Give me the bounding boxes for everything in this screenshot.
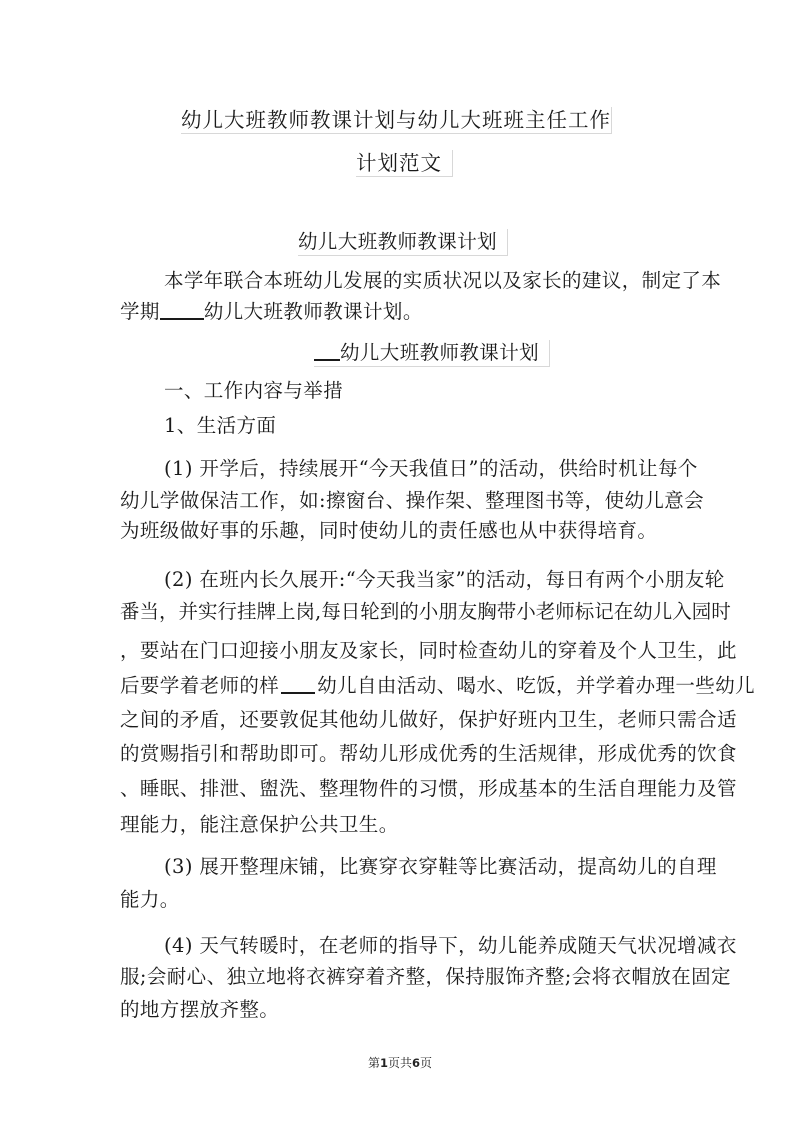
intro-text-b: 幼儿大班教师教课计划。 xyxy=(203,300,423,323)
paragraph-2-line: 、睡眠、排泄、盥洗、整理物件的习惯，形成基本的生活自理能力及管 xyxy=(120,777,737,800)
blank-underline xyxy=(160,318,204,320)
intro-line-2 xyxy=(120,299,423,325)
paragraph-1-line: 为班级做好事的乐趣，同时使幼儿的责任感也从中获得培育。 xyxy=(120,519,658,542)
paragraph-2-line: 番当，并实行挂牌上岗,每日轮到的小朋友胸带小老师标记在幼儿入园时 xyxy=(120,600,731,623)
part-1-1-heading: 1、生活方面 xyxy=(164,414,277,437)
paragraph-2-line xyxy=(120,673,755,699)
paragraph-2-line: 理能力，能注意保护公共卫生。 xyxy=(120,813,399,836)
page-footer xyxy=(0,1055,800,1071)
paragraph-4-line: 的地方摆放齐整。 xyxy=(120,998,280,1021)
paragraph-1-line: 幼儿学做保洁工作，如:擦窗台、操作架、整理图书等，使幼儿意会 xyxy=(120,489,705,512)
footer-suffix: 页 xyxy=(420,1056,433,1070)
paragraph-3-line: (3) 展开整理床铺，比赛穿衣穿鞋等比赛活动，提高幼儿的自理 xyxy=(164,855,717,878)
part-1-heading: 一、工作内容与举措 xyxy=(164,379,344,402)
paragraph-2-line: 的赏赐指引和帮助即可。帮幼儿形成优秀的生活规律，形成优秀的饮食 xyxy=(120,742,737,765)
footer-prefix: 第 xyxy=(367,1056,380,1070)
document-title-line-2: 计划范文 xyxy=(356,150,453,177)
sub-heading-text: 幼儿大班教师教课计划 xyxy=(340,341,540,364)
paragraph-2-line: (2) 在班内长久展开:“今天我当家”的活动，每日有两个小朋友轮 xyxy=(164,568,725,591)
footer-page-number: 1 xyxy=(379,1056,388,1070)
paragraph-4-line: 服;会耐心、独立地将衣裤穿着齐整，保持服饰齐整;会将衣帽放在固定 xyxy=(120,965,731,988)
paragraph-2-text-b: 幼儿自由活动、喝水、吃饭，并学着办理一些幼儿 xyxy=(317,674,756,697)
footer-middle: 页共 xyxy=(387,1056,412,1070)
intro-line-1: 本学年联合本班幼儿发展的实质状况以及家长的建议，制定了本 xyxy=(164,269,722,292)
paragraph-2-text-a: 后要学着老师的样 xyxy=(120,674,280,697)
paragraph-1-line: (1) 开学后，持续展开“今天我值日”的活动，供给时机让每个 xyxy=(164,457,698,480)
paragraph-2-line: 之间的矛盾，还要敦促其他幼儿做好，保护好班内卫生，老师只需合适 xyxy=(120,708,737,731)
blank-underline xyxy=(281,692,315,694)
paragraph-2-line: ，要站在门口迎接小朋友及家长，同时检查幼儿的穿着及个人卫生，此 xyxy=(120,639,737,662)
document-title-line-1: 幼儿大班教师教课计划与幼儿大班班主任工作 xyxy=(181,108,611,132)
section-heading: 幼儿大班教师教课计划 xyxy=(298,229,508,256)
paragraph-4-line: (4) 天气转暖时，在老师的指导下，幼儿能养成随天气状况增减衣 xyxy=(164,934,737,957)
intro-text-a: 学期 xyxy=(120,300,160,323)
sub-heading xyxy=(314,340,550,367)
blank-underline xyxy=(314,359,340,361)
paragraph-3-line: 能力。 xyxy=(120,888,180,911)
footer-total-pages: 6 xyxy=(412,1056,421,1070)
